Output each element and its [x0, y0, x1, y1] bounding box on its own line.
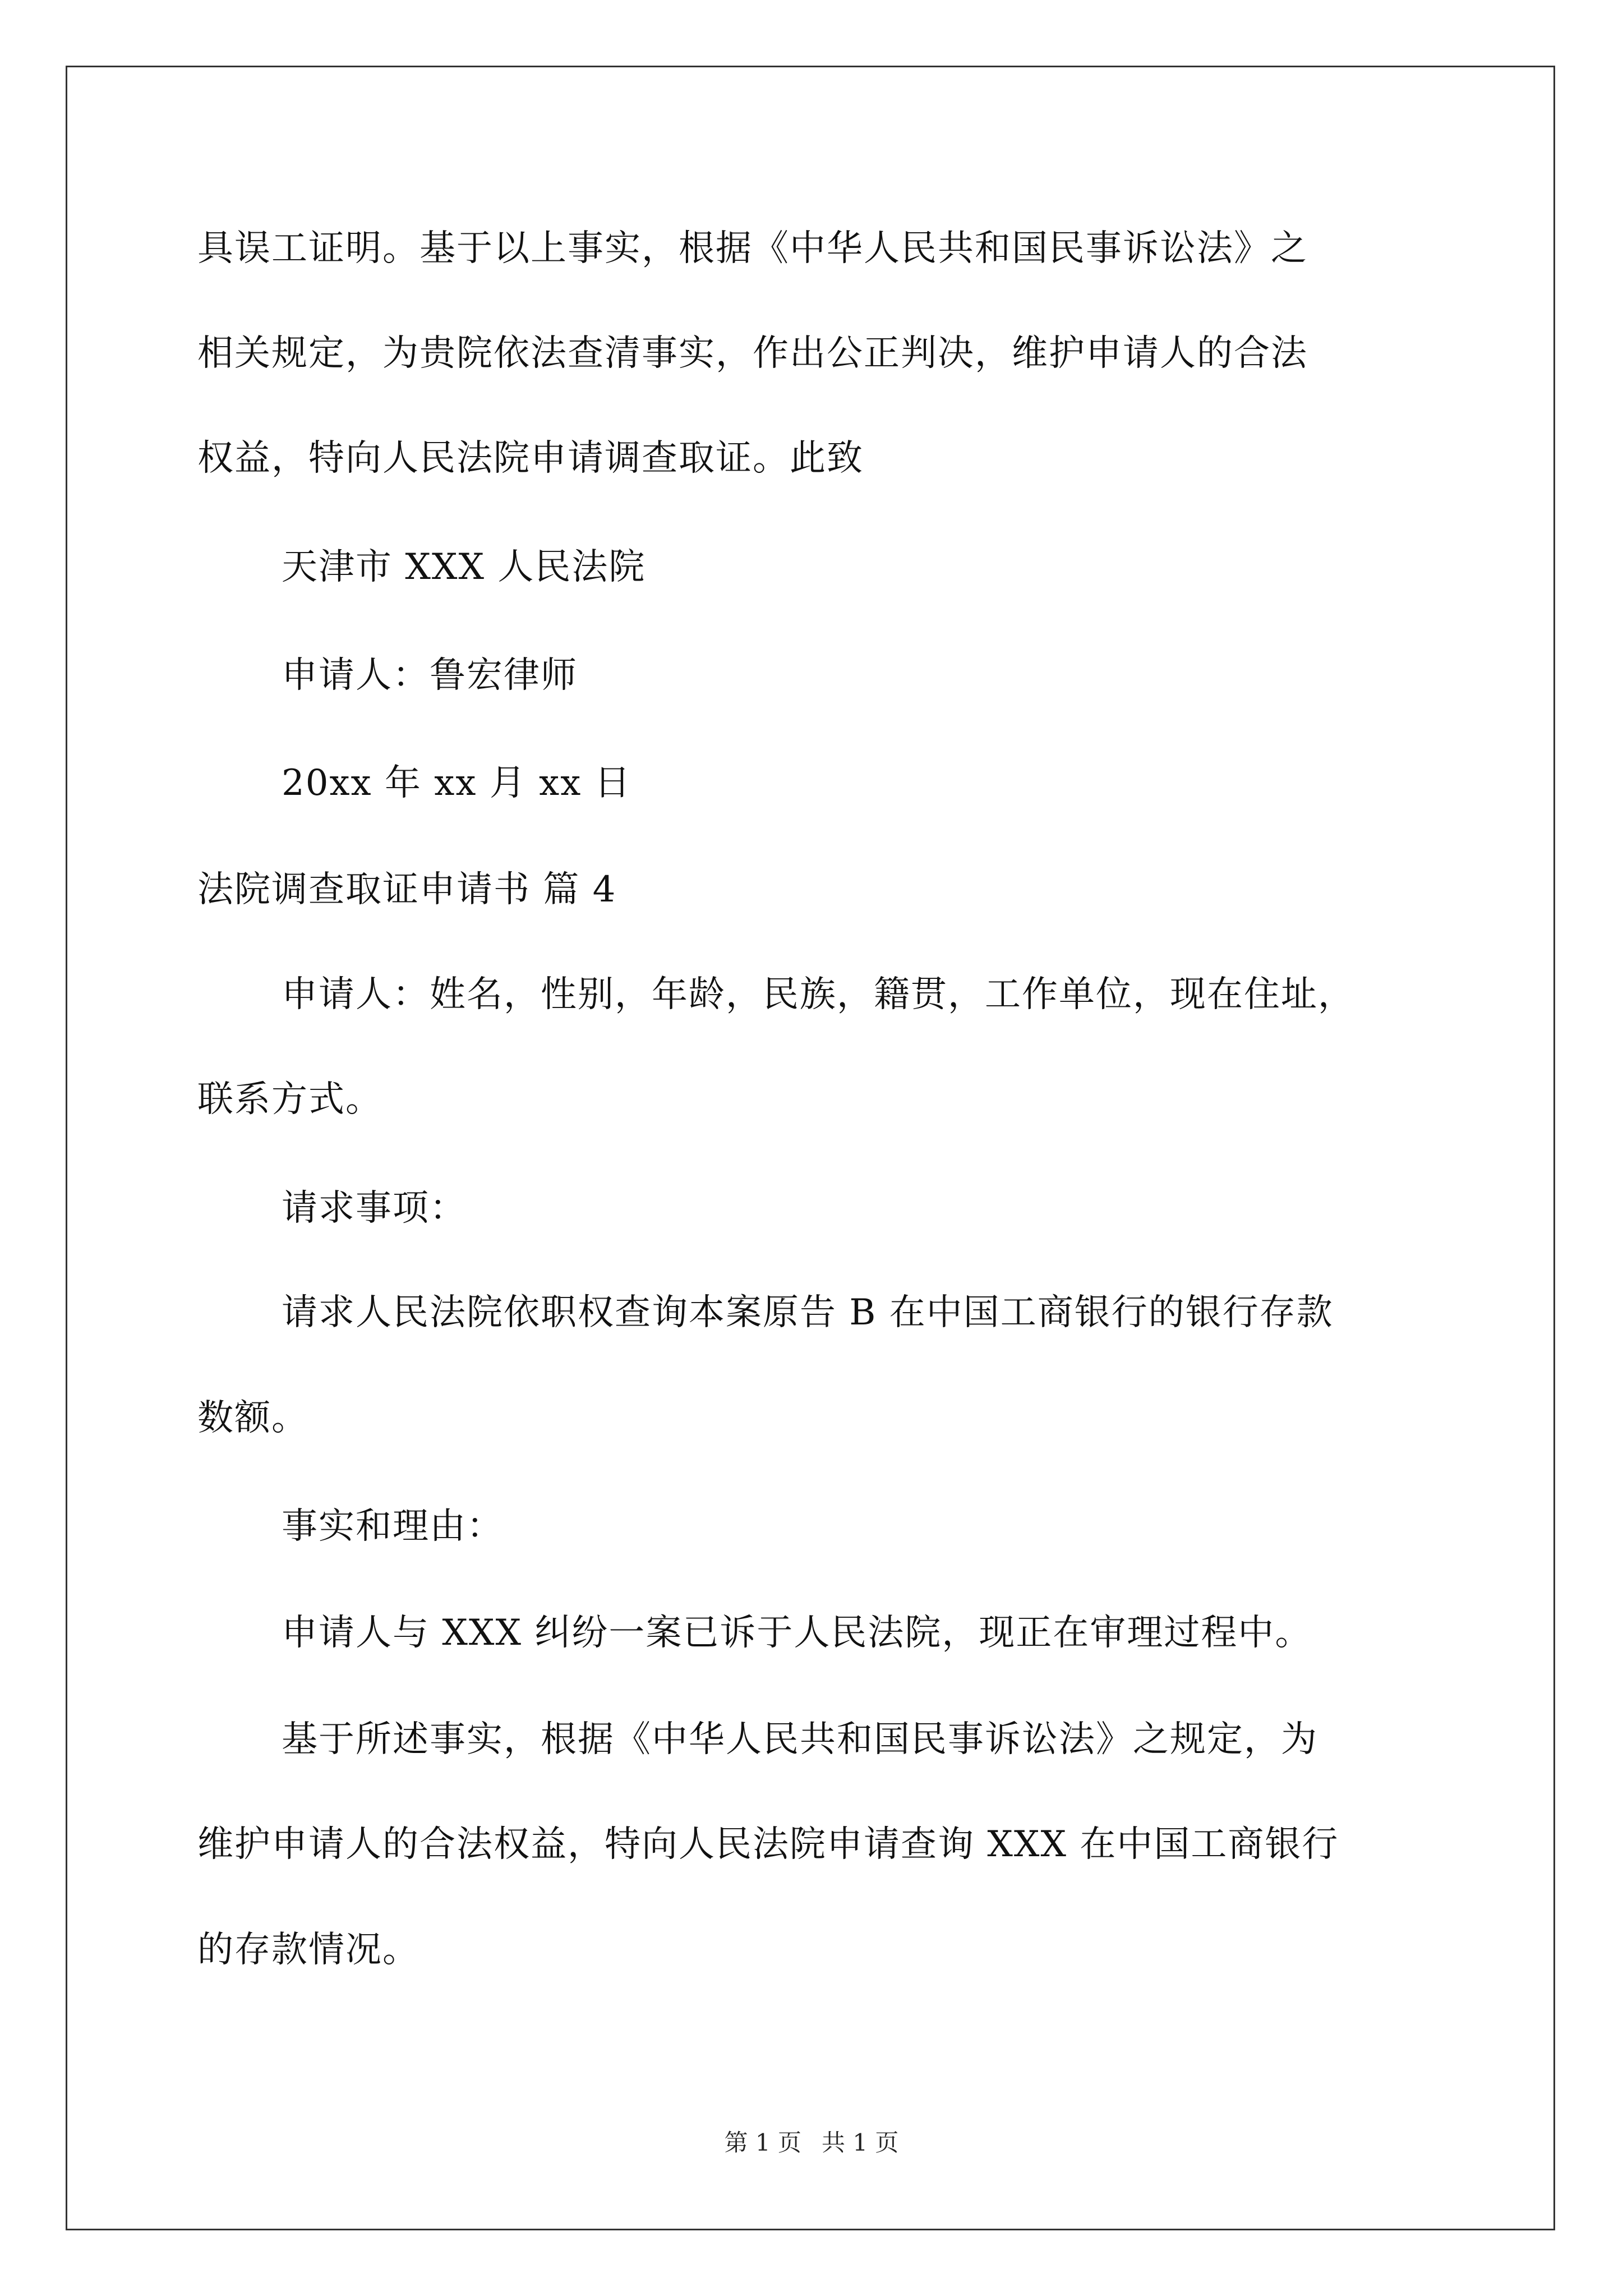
document-date: 20xx 年 xx 月 xx 日 — [282, 762, 631, 804]
page-footer — [0, 2126, 1623, 2160]
section-heading: 法院调查取证申请书 篇 4 — [197, 869, 617, 910]
facts-heading: 事实和理由： — [282, 1506, 504, 1547]
applicant-info-line-1: 申请人：姓名，性别，年龄，民族，籍贯，工作单位，现在住址， — [282, 974, 1355, 1015]
facts-line-1: 申请人与 XXX 纠纷一案已诉于人民法院，现正在审理过程中。 — [282, 1612, 1312, 1654]
request-heading: 请求事项： — [282, 1188, 467, 1229]
body-line-2: 相关规定，为贵院依法查清事实，作出公正判决，维护申请人的合法 — [197, 333, 1308, 374]
page-number-total: 共 1 页 — [822, 2129, 899, 2156]
applicant-info-line-2: 联系方式。 — [197, 1079, 382, 1120]
facts-line-3: 维护申请人的合法权益，特向人民法院申请查询 XXX 在中国工商银行 — [197, 1824, 1339, 1865]
facts-line-4: 的存款情况。 — [197, 1929, 419, 1971]
body-line-1: 具误工证明。基于以上事实，根据《中华人民共和国民事诉讼法》之 — [197, 228, 1308, 269]
request-line-1: 请求人民法院依职权查询本案原告 B 在中国工商银行的银行存款 — [282, 1292, 1334, 1333]
page-number-current: 第 1 页 — [724, 2129, 801, 2156]
body-line-3: 权益，特向人民法院申请调查取证。此致 — [197, 438, 864, 479]
addressee-court: 天津市 XXX 人民法院 — [282, 546, 646, 588]
page-border — [66, 66, 1555, 2230]
request-line-2: 数额。 — [197, 1397, 308, 1439]
applicant-signature: 申请人：鲁宏律师 — [282, 655, 578, 696]
facts-line-2: 基于所述事实，根据《中华人民共和国民事诉讼法》之规定，为 — [282, 1719, 1318, 1760]
